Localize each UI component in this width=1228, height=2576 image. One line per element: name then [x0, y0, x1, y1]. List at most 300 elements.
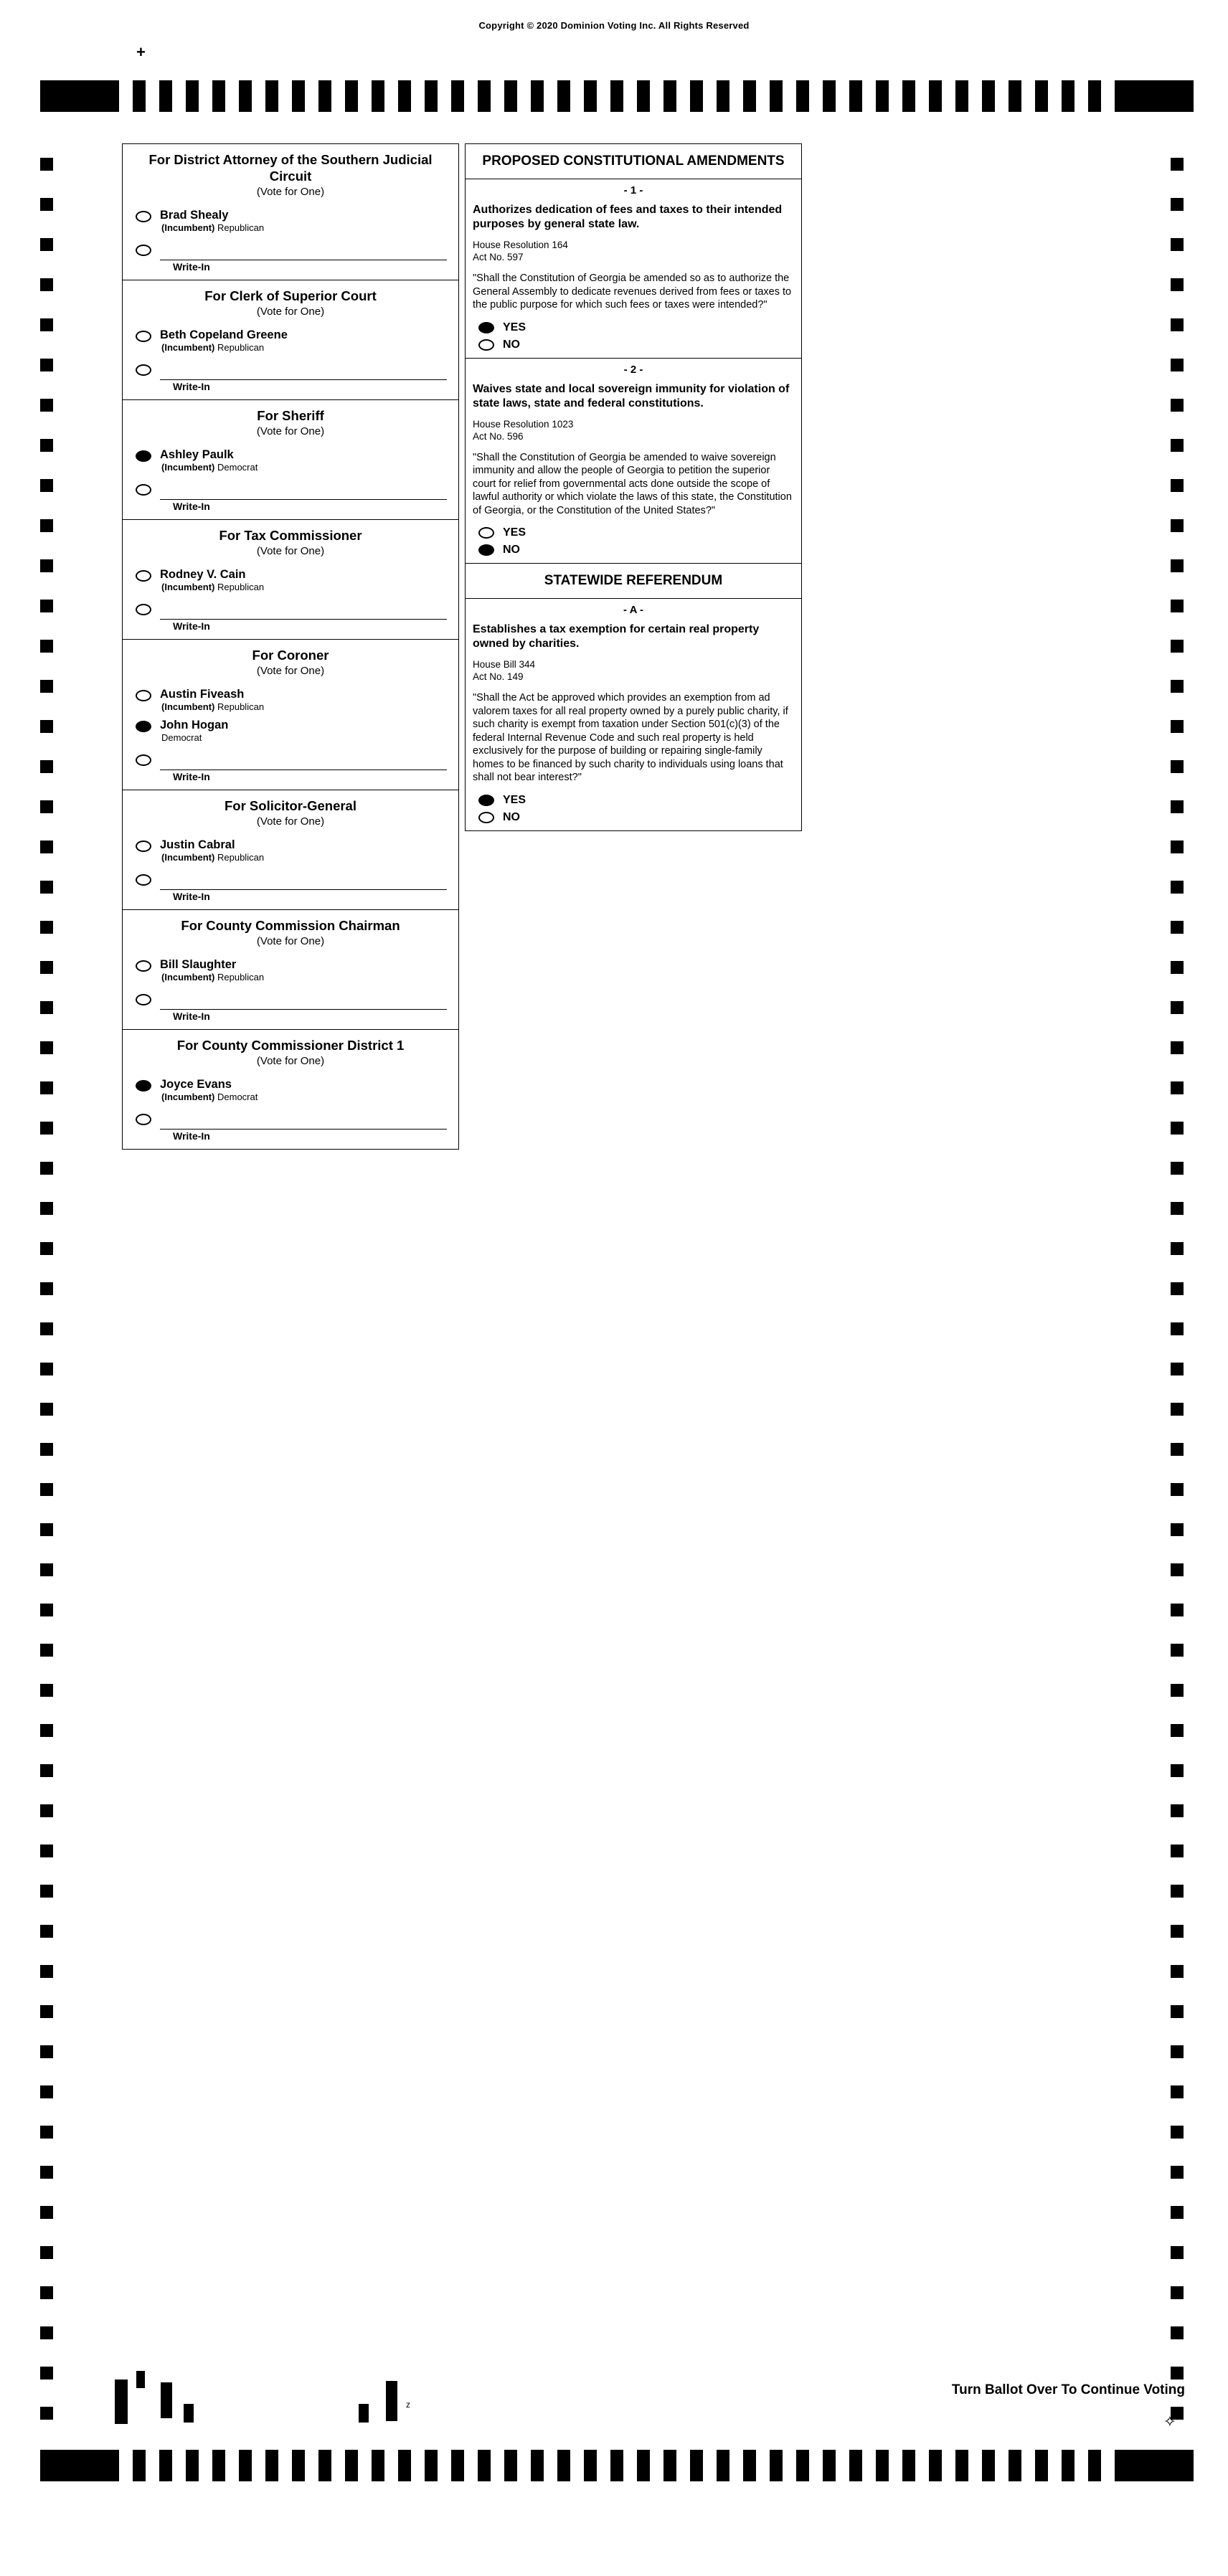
vote-oval[interactable]	[136, 874, 151, 886]
vote-oval[interactable]	[136, 840, 151, 852]
timing-mark	[796, 2450, 809, 2481]
write-in-input[interactable]	[160, 992, 447, 1010]
measure-option[interactable]	[466, 809, 801, 826]
candidate-option[interactable]	[123, 324, 458, 355]
measure-reference: House Resolution 164 Act No. 597	[473, 240, 568, 262]
timing-mark	[265, 2450, 278, 2481]
candidate-text	[160, 568, 458, 593]
measure-option-label: YES	[503, 526, 526, 539]
timing-mark	[451, 80, 464, 112]
timing-mark	[1171, 519, 1184, 532]
timing-mark	[1171, 2206, 1184, 2219]
timing-mark	[1009, 2450, 1021, 2481]
write-in-option[interactable]	[123, 865, 458, 909]
write-in-row[interactable]	[136, 482, 458, 500]
write-in-option[interactable]	[123, 475, 458, 519]
timing-mark	[40, 1282, 53, 1295]
vote-oval[interactable]	[136, 450, 151, 462]
timing-mark	[40, 2367, 53, 2380]
contest-block	[123, 400, 458, 520]
timing-mark	[40, 1483, 53, 1496]
candidate-option[interactable]	[123, 204, 458, 235]
timing-mark	[1171, 1443, 1184, 1456]
measure-option-label: YES	[503, 793, 526, 806]
timing-mark	[1088, 2450, 1101, 2481]
amendments-header: PROPOSED CONSTITUTIONAL AMENDMENTS	[466, 144, 801, 179]
measure-summary: Establishes a tax exemption for certain real property owned by charities.	[473, 623, 760, 650]
timing-mark	[40, 1322, 53, 1335]
timing-mark	[345, 2450, 358, 2481]
timing-mark	[40, 2326, 53, 2339]
measure-block	[466, 359, 801, 564]
contest-block	[123, 520, 458, 640]
timing-mark	[398, 80, 411, 112]
candidate-option[interactable]	[123, 954, 458, 985]
timing-mark	[610, 2450, 623, 2481]
measure-number: - 1 -	[623, 184, 643, 196]
stray-mark	[184, 2404, 194, 2423]
timing-mark	[1171, 1363, 1184, 1375]
measure-block	[466, 179, 801, 359]
write-in-row[interactable]	[136, 1112, 458, 1130]
timing-mark	[451, 2450, 464, 2481]
timing-mark	[40, 1523, 53, 1536]
timing-mark	[318, 2450, 331, 2481]
vote-oval[interactable]	[136, 690, 151, 701]
timing-mark	[982, 2450, 995, 2481]
timing-mark	[504, 80, 517, 112]
write-in-label: Write-In	[173, 891, 210, 902]
write-in-input[interactable]	[160, 482, 447, 500]
timing-mark	[398, 2450, 411, 2481]
timing-mark	[1171, 1162, 1184, 1175]
timing-mark	[478, 80, 491, 112]
timing-mark	[743, 80, 756, 112]
timing-mark	[40, 2126, 53, 2139]
vote-oval[interactable]	[136, 484, 151, 496]
write-in-label: Write-In	[173, 501, 210, 512]
vote-for-instruction: (Vote for One)	[256, 186, 325, 198]
timing-mark	[40, 1644, 53, 1657]
vote-oval[interactable]	[478, 527, 494, 539]
timing-mark	[1171, 2367, 1184, 2380]
measure-option[interactable]	[466, 792, 801, 809]
timing-mark	[849, 2450, 862, 2481]
measure-block	[466, 599, 801, 830]
candidate-name: Rodney V. Cain	[160, 568, 246, 581]
timing-mark	[1171, 1644, 1184, 1657]
timing-mark	[40, 1363, 53, 1375]
timing-mark	[1171, 2246, 1184, 2259]
timing-mark	[159, 80, 172, 112]
timing-mark	[40, 881, 53, 894]
timing-mark	[345, 80, 358, 112]
timing-mark	[531, 2450, 544, 2481]
measure-text: "Shall the Constitution of Georgia be amended to waive sovereign immunity and allow the people of Georgia to petition the superior court for relief from governmental acts done outside the scope of lawful authority or which violate the laws of this state, the Constitution of Georgia, or the Constitution of the United States?"	[473, 451, 792, 516]
contest-title: For Solicitor-General	[224, 798, 356, 813]
timing-mark	[40, 720, 53, 733]
timing-mark	[40, 2246, 53, 2259]
write-in-row[interactable]	[136, 752, 458, 770]
timing-mark	[1171, 921, 1184, 934]
timing-mark	[40, 2005, 53, 2018]
candidate-name: Ashley Paulk	[160, 448, 234, 461]
contest-title: For County Commission Chairman	[181, 918, 400, 933]
candidate-option[interactable]	[123, 714, 458, 745]
measure-option-label: NO	[503, 544, 520, 556]
candidate-name: Brad Shealy	[160, 209, 229, 222]
write-in-option[interactable]	[123, 355, 458, 399]
timing-mark	[40, 1202, 53, 1215]
candidate-text	[160, 1078, 458, 1103]
timing-mark	[1171, 1965, 1184, 1978]
timing-mark	[372, 80, 384, 112]
timing-mark	[1171, 800, 1184, 813]
vote-oval[interactable]	[478, 795, 494, 806]
timing-mark	[40, 399, 53, 412]
timing-mark	[876, 80, 889, 112]
vote-for-instruction: (Vote for One)	[256, 306, 325, 318]
write-in-label: Write-In	[173, 261, 210, 273]
timing-mark	[637, 80, 650, 112]
vote-for-instruction: (Vote for One)	[256, 815, 325, 828]
timing-mark	[1171, 1925, 1184, 1938]
vote-oval[interactable]	[136, 211, 151, 222]
timing-mark	[1035, 2450, 1048, 2481]
timing-mark	[40, 840, 53, 853]
timing-mark	[40, 760, 53, 773]
timing-marks-bottom	[40, 2450, 1194, 2481]
timing-mark	[1171, 1322, 1184, 1335]
timing-mark	[40, 1764, 53, 1777]
write-in-input[interactable]	[160, 602, 447, 620]
timing-mark	[902, 80, 915, 112]
timing-mark	[239, 80, 252, 112]
timing-mark	[40, 1684, 53, 1697]
write-in-input[interactable]	[160, 1112, 447, 1130]
timing-mark	[40, 1001, 53, 1014]
stray-mark	[161, 2382, 172, 2418]
vote-oval[interactable]	[136, 331, 151, 342]
measure-option-label: YES	[503, 321, 526, 333]
timing-mark	[40, 2450, 119, 2481]
measure-option[interactable]	[466, 319, 801, 336]
measure-summary: Authorizes dedication of fees and taxes to their intended purposes by general state law.	[473, 204, 783, 230]
corner-registration-icon: ✧	[1163, 2412, 1176, 2430]
contest-title: For Sheriff	[257, 408, 324, 423]
vote-for-instruction: (Vote for One)	[256, 1055, 325, 1067]
timing-mark	[1171, 1804, 1184, 1817]
timing-mark	[1171, 680, 1184, 693]
timing-mark	[1115, 2450, 1194, 2481]
stray-mark	[386, 2381, 397, 2421]
timing-mark	[1171, 318, 1184, 331]
timing-mark	[690, 2450, 703, 2481]
timing-mark	[1171, 1684, 1184, 1697]
timing-mark	[1171, 399, 1184, 412]
candidate-name: Justin Cabral	[160, 838, 235, 851]
timing-mark	[1171, 2286, 1184, 2299]
timing-mark	[1171, 640, 1184, 653]
contest-block	[123, 280, 458, 400]
write-in-label: Write-In	[173, 771, 210, 782]
ballot-column-left	[122, 143, 459, 1150]
timing-mark	[1171, 760, 1184, 773]
timing-mark	[1171, 559, 1184, 572]
candidate-option[interactable]	[123, 683, 458, 714]
stray-label: z	[406, 2400, 410, 2410]
stray-mark	[115, 2380, 128, 2424]
write-in-input[interactable]	[160, 872, 447, 890]
timing-mark	[1171, 1202, 1184, 1215]
write-in-option[interactable]	[123, 985, 458, 1029]
timing-mark	[823, 80, 836, 112]
timing-mark	[40, 559, 53, 572]
candidate-name: Beth Copeland Greene	[160, 328, 288, 341]
timing-mark	[1062, 2450, 1074, 2481]
candidate-party: (Incumbent) Republican	[161, 852, 265, 863]
timing-mark	[133, 2450, 146, 2481]
vote-oval[interactable]	[136, 364, 151, 376]
measure-reference: House Resolution 1023 Act No. 596	[473, 418, 574, 442]
vote-oval[interactable]	[136, 754, 151, 766]
timing-mark	[955, 2450, 968, 2481]
timing-mark	[1171, 2005, 1184, 2018]
timing-mark	[40, 2166, 53, 2179]
timing-mark	[849, 80, 862, 112]
timing-mark	[1171, 1282, 1184, 1295]
timing-mark	[159, 2450, 172, 2481]
timing-mark	[425, 2450, 438, 2481]
timing-mark	[40, 2286, 53, 2299]
timing-mark	[1171, 1563, 1184, 1576]
write-in-row[interactable]	[136, 992, 458, 1010]
timing-mark	[40, 1563, 53, 1576]
timing-mark	[40, 1081, 53, 1094]
referendum-header: STATEWIDE REFERENDUM	[466, 564, 801, 599]
write-in-row[interactable]	[136, 872, 458, 890]
timing-mark	[40, 359, 53, 371]
timing-mark	[770, 80, 783, 112]
vote-oval[interactable]	[136, 721, 151, 732]
timing-mark	[982, 80, 995, 112]
timing-mark	[1171, 1604, 1184, 1616]
timing-mark	[1171, 1041, 1184, 1054]
timing-mark	[186, 80, 199, 112]
vote-oval[interactable]	[478, 322, 494, 333]
measure-summary: Waives state and local sovereign immunity for violation of state laws, state and federal constitutions.	[473, 382, 790, 409]
timing-mark	[1171, 1764, 1184, 1777]
timing-mark	[478, 2450, 491, 2481]
timing-mark	[1171, 278, 1184, 291]
vote-oval[interactable]	[136, 245, 151, 256]
measure-option[interactable]	[466, 524, 801, 541]
timing-mark	[40, 1443, 53, 1456]
timing-mark	[1088, 80, 1101, 112]
write-in-label: Write-In	[173, 620, 210, 632]
timing-mark	[876, 2450, 889, 2481]
timing-mark	[1171, 1242, 1184, 1255]
timing-mark	[292, 80, 305, 112]
timing-mark	[663, 2450, 676, 2481]
timing-mark	[265, 80, 278, 112]
vote-oval[interactable]	[478, 544, 494, 556]
candidate-text	[160, 719, 458, 744]
write-in-option[interactable]	[123, 235, 458, 280]
stray-mark	[136, 2371, 145, 2388]
timing-mark	[40, 278, 53, 291]
timing-mark	[1171, 158, 1184, 171]
timing-mark	[1171, 1724, 1184, 1737]
timing-mark	[1171, 2126, 1184, 2139]
timing-mark	[1171, 439, 1184, 452]
contest-title: For District Attorney of the Southern Judicial Circuit	[148, 152, 433, 184]
timing-mark	[133, 80, 146, 112]
write-in-label: Write-In	[173, 1130, 210, 1142]
contest-title: For County Commissioner District 1	[176, 1038, 405, 1053]
candidate-option[interactable]	[123, 444, 458, 475]
contest-block	[123, 1030, 458, 1149]
contest-title: For Tax Commissioner	[219, 528, 362, 543]
timing-mark	[40, 198, 53, 211]
timing-mark	[902, 2450, 915, 2481]
measure-option-label: NO	[503, 338, 520, 351]
timing-mark	[40, 2407, 53, 2420]
timing-mark	[1171, 2085, 1184, 2098]
vote-oval[interactable]	[136, 604, 151, 615]
candidate-text	[160, 838, 458, 863]
timing-mark	[1171, 1523, 1184, 1536]
candidate-text	[160, 958, 458, 983]
timing-mark	[40, 318, 53, 331]
timing-mark	[717, 80, 729, 112]
candidate-party: (Incumbent) Democrat	[161, 1092, 258, 1102]
candidate-option[interactable]	[123, 834, 458, 865]
vote-oval[interactable]	[136, 1080, 151, 1092]
contest-block	[123, 790, 458, 910]
timing-mark	[40, 640, 53, 653]
write-in-row[interactable]	[136, 602, 458, 620]
timing-mark	[1171, 1483, 1184, 1496]
measure-option-label: NO	[503, 810, 520, 823]
write-in-input[interactable]	[160, 362, 447, 380]
timing-mark	[40, 439, 53, 452]
timing-mark	[40, 1162, 53, 1175]
candidate-party: (Incumbent) Republican	[161, 972, 265, 982]
timing-mark	[40, 80, 119, 112]
timing-mark	[1171, 1885, 1184, 1898]
write-in-label: Write-In	[173, 381, 210, 392]
timing-mark	[1062, 80, 1074, 112]
vote-oval[interactable]	[478, 339, 494, 351]
vote-oval[interactable]	[136, 570, 151, 582]
timing-mark	[40, 2045, 53, 2058]
write-in-option[interactable]	[123, 745, 458, 790]
timing-mark	[1171, 1122, 1184, 1135]
write-in-row[interactable]	[136, 242, 458, 260]
timing-mark	[929, 2450, 942, 2481]
timing-mark	[610, 80, 623, 112]
contest-block	[123, 640, 458, 790]
timing-mark	[372, 2450, 384, 2481]
timing-mark	[1171, 1001, 1184, 1014]
timing-mark	[1171, 359, 1184, 371]
write-in-row[interactable]	[136, 362, 458, 380]
timing-mark	[212, 2450, 225, 2481]
contest-title: For Clerk of Superior Court	[204, 288, 377, 303]
vote-for-instruction: (Vote for One)	[256, 935, 325, 947]
timing-mark	[40, 1122, 53, 1135]
write-in-input[interactable]	[160, 242, 447, 260]
vote-oval[interactable]	[136, 960, 151, 972]
write-in-input[interactable]	[160, 752, 447, 770]
timing-mark	[1171, 1081, 1184, 1094]
timing-mark	[40, 1724, 53, 1737]
timing-mark	[425, 80, 438, 112]
timing-mark	[929, 80, 942, 112]
timing-mark	[1171, 1403, 1184, 1416]
timing-mark	[40, 1925, 53, 1938]
timing-mark	[796, 80, 809, 112]
ballot-column-right	[465, 143, 802, 831]
timing-mark	[40, 600, 53, 612]
timing-mark	[663, 80, 676, 112]
timing-mark	[239, 2450, 252, 2481]
write-in-option[interactable]	[123, 1104, 458, 1149]
candidate-party: (Incumbent) Republican	[161, 701, 265, 712]
measure-text: "Shall the Act be approved which provides an exemption from ad valorem taxes for all real property owned by a purely public charity, if such charity is exempt from taxation under Section 501(c)(3) of the federal Internal Revenue Code and such real property is held exclusively for the purpose of building or repairing single-family homes to be financed by such charity to individuals using loans that shall not bear interest?"	[473, 692, 788, 783]
timing-mark	[1115, 80, 1194, 112]
timing-mark	[40, 479, 53, 492]
timing-marks-left	[40, 158, 53, 2447]
timing-mark	[40, 158, 53, 171]
vote-oval[interactable]	[136, 1114, 151, 1125]
measure-option[interactable]	[466, 336, 801, 354]
timing-mark	[1171, 2166, 1184, 2179]
timing-mark	[823, 2450, 836, 2481]
write-in-label: Write-In	[173, 1010, 210, 1022]
timing-mark	[955, 80, 968, 112]
timing-mark	[1009, 80, 1021, 112]
timing-mark	[40, 2206, 53, 2219]
timing-mark	[1171, 961, 1184, 974]
vote-oval[interactable]	[136, 994, 151, 1005]
candidate-name: Joyce Evans	[160, 1078, 232, 1091]
write-in-option[interactable]	[123, 595, 458, 639]
turn-ballot-over-notice: Turn Ballot Over To Continue Voting	[951, 2382, 1185, 2397]
timing-mark	[637, 2450, 650, 2481]
timing-mark	[1171, 2045, 1184, 2058]
candidate-option[interactable]	[123, 564, 458, 595]
timing-mark	[40, 961, 53, 974]
measure-option[interactable]	[466, 541, 801, 559]
candidate-name: Bill Slaughter	[160, 958, 237, 971]
vote-for-instruction: (Vote for One)	[256, 545, 325, 557]
vote-oval[interactable]	[478, 812, 494, 823]
timing-mark	[1171, 238, 1184, 251]
timing-mark	[1171, 720, 1184, 733]
timing-mark	[186, 2450, 199, 2481]
timing-mark	[292, 2450, 305, 2481]
contest-block	[123, 144, 458, 280]
timing-mark	[743, 2450, 756, 2481]
timing-mark	[1171, 198, 1184, 211]
timing-mark	[504, 2450, 517, 2481]
timing-mark	[40, 1885, 53, 1898]
candidate-option[interactable]	[123, 1074, 458, 1104]
timing-mark	[584, 2450, 597, 2481]
timing-mark	[318, 80, 331, 112]
